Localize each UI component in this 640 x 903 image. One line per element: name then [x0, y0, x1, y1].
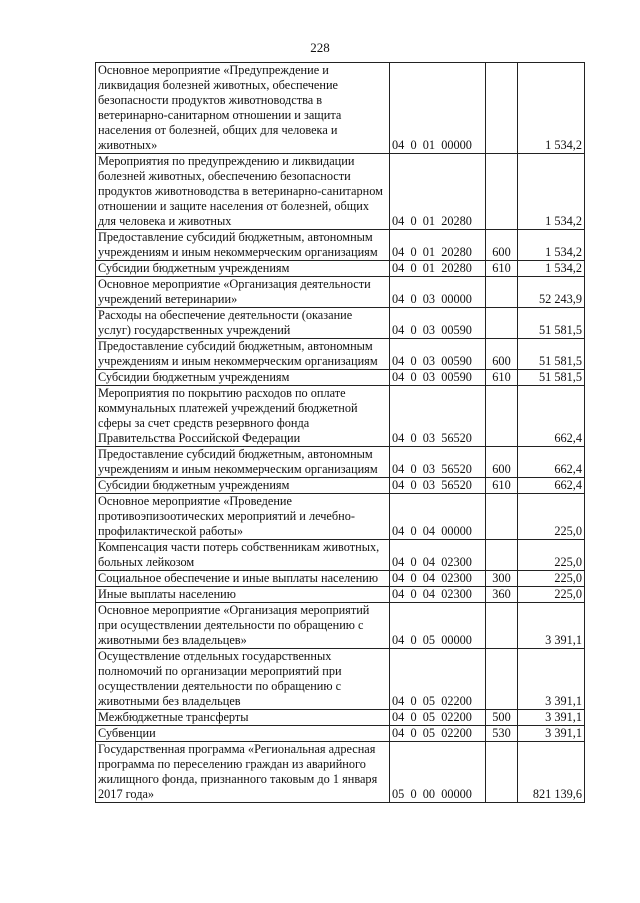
row-code-cell: 04 0 05 02200 — [390, 649, 486, 710]
row-expense-type-cell — [486, 277, 518, 308]
row-code-cell: 04 0 03 56520 — [390, 386, 486, 447]
row-name-cell: Государственная программа «Региональная адресная программа по переселению граждан из аварийного жилищного фонда, признанного таковым до 1 января 2017 года» — [96, 742, 390, 803]
table-row — [96, 478, 585, 494]
row-name-cell: Субсидии бюджетным учреждениям — [96, 261, 390, 277]
table-row — [96, 742, 585, 803]
row-expense-type-cell: 600 — [486, 339, 518, 370]
row-code-cell: 04 0 01 00000 — [390, 63, 486, 154]
table-row — [96, 63, 585, 154]
row-amount-cell: 662,4 — [518, 478, 585, 494]
row-name-cell: Субвенции — [96, 726, 390, 742]
row-code-cell: 04 0 01 20280 — [390, 154, 486, 230]
table-row — [96, 447, 585, 478]
row-expense-type-cell: 600 — [486, 230, 518, 261]
row-name-cell: Компенсация части потерь собственникам животных, больных лейкозом — [96, 540, 390, 571]
row-code-cell: 04 0 03 56520 — [390, 478, 486, 494]
table-row — [96, 261, 585, 277]
row-amount-cell: 51 581,5 — [518, 308, 585, 339]
row-name-cell: Расходы на обеспечение деятельности (оказание услуг) государственных учреждений — [96, 308, 390, 339]
row-amount-cell: 821 139,6 — [518, 742, 585, 803]
row-expense-type-cell — [486, 308, 518, 339]
row-code-cell: 04 0 05 02200 — [390, 710, 486, 726]
row-expense-type-cell: 530 — [486, 726, 518, 742]
row-amount-cell: 225,0 — [518, 540, 585, 571]
row-name-cell: Социальное обеспечение и иные выплаты населению — [96, 571, 390, 587]
budget-table-body — [96, 63, 585, 803]
row-expense-type-cell: 610 — [486, 370, 518, 386]
table-row — [96, 603, 585, 649]
row-expense-type-cell — [486, 494, 518, 540]
row-amount-cell: 225,0 — [518, 587, 585, 603]
row-amount-cell: 1 534,2 — [518, 261, 585, 277]
row-expense-type-cell: 610 — [486, 261, 518, 277]
row-name-cell: Мероприятия по предупреждению и ликвидации болезней животных, обеспечению безопасности продуктов животноводства в ветеринарно-санитарном отношении и защите населения от болезней, общих для человека и животных — [96, 154, 390, 230]
row-amount-cell: 1 534,2 — [518, 230, 585, 261]
row-expense-type-cell: 300 — [486, 571, 518, 587]
table-row — [96, 277, 585, 308]
row-code-cell: 04 0 04 02300 — [390, 571, 486, 587]
row-amount-cell: 3 391,1 — [518, 726, 585, 742]
row-name-cell: Основное мероприятие «Проведение противоэпизоотических мероприятий и лечебно-профилактической работы» — [96, 494, 390, 540]
row-amount-cell: 1 534,2 — [518, 63, 585, 154]
table-row — [96, 386, 585, 447]
row-amount-cell: 51 581,5 — [518, 339, 585, 370]
row-code-cell: 04 0 03 00000 — [390, 277, 486, 308]
page-number: 228 — [310, 40, 330, 55]
row-amount-cell: 225,0 — [518, 494, 585, 540]
table-row — [96, 339, 585, 370]
row-amount-cell: 52 243,9 — [518, 277, 585, 308]
row-amount-cell: 3 391,1 — [518, 710, 585, 726]
row-code-cell: 04 0 03 00590 — [390, 339, 486, 370]
row-expense-type-cell — [486, 154, 518, 230]
row-expense-type-cell: 610 — [486, 478, 518, 494]
table-row — [96, 726, 585, 742]
row-amount-cell: 1 534,2 — [518, 154, 585, 230]
row-code-cell: 04 0 03 56520 — [390, 447, 486, 478]
row-code-cell: 04 0 03 00590 — [390, 308, 486, 339]
row-expense-type-cell: 500 — [486, 710, 518, 726]
row-expense-type-cell: 360 — [486, 587, 518, 603]
row-amount-cell: 3 391,1 — [518, 649, 585, 710]
row-expense-type-cell — [486, 742, 518, 803]
row-amount-cell: 662,4 — [518, 386, 585, 447]
row-name-cell: Межбюджетные трансферты — [96, 710, 390, 726]
row-code-cell: 04 0 01 20280 — [390, 230, 486, 261]
row-name-cell: Основное мероприятие «Предупреждение и ликвидация болезней животных, обеспечение безопасности продуктов животноводства в ветеринарно-санитарном отношении и защита населения от болезней, общих для человека и животных» — [96, 63, 390, 154]
row-name-cell: Предоставление субсидий бюджетным, автономным учреждениям и иным некоммерческим организациям — [96, 339, 390, 370]
row-amount-cell: 51 581,5 — [518, 370, 585, 386]
row-expense-type-cell — [486, 649, 518, 710]
table-row — [96, 587, 585, 603]
row-expense-type-cell — [486, 540, 518, 571]
row-name-cell: Основное мероприятие «Организация деятельности учреждений ветеринарии» — [96, 277, 390, 308]
row-expense-type-cell — [486, 386, 518, 447]
row-name-cell: Мероприятия по покрытию расходов по оплате коммунальных платежей учреждений бюджетной сферы за счет средств резервного фонда Правительства Российской Федерации — [96, 386, 390, 447]
row-name-cell: Субсидии бюджетным учреждениям — [96, 370, 390, 386]
row-code-cell: 04 0 04 02300 — [390, 587, 486, 603]
row-code-cell: 04 0 03 00590 — [390, 370, 486, 386]
table-row — [96, 370, 585, 386]
row-name-cell: Предоставление субсидий бюджетным, автономным учреждениям и иным некоммерческим организациям — [96, 230, 390, 261]
table-row — [96, 710, 585, 726]
budget-table — [95, 62, 585, 803]
row-amount-cell: 3 391,1 — [518, 603, 585, 649]
table-row — [96, 308, 585, 339]
table-row — [96, 540, 585, 571]
row-code-cell: 04 0 04 00000 — [390, 494, 486, 540]
row-code-cell: 04 0 04 02300 — [390, 540, 486, 571]
row-name-cell: Субсидии бюджетным учреждениям — [96, 478, 390, 494]
table-row — [96, 649, 585, 710]
table-row — [96, 154, 585, 230]
row-code-cell: 04 0 05 00000 — [390, 603, 486, 649]
row-name-cell: Основное мероприятие «Организация мероприятий при осуществлении деятельности по обращению с животными без владельцев» — [96, 603, 390, 649]
row-name-cell: Иные выплаты населению — [96, 587, 390, 603]
row-code-cell: 05 0 00 00000 — [390, 742, 486, 803]
row-expense-type-cell: 600 — [486, 447, 518, 478]
row-expense-type-cell — [486, 63, 518, 154]
row-code-cell: 04 0 01 20280 — [390, 261, 486, 277]
table-row — [96, 230, 585, 261]
table-row — [96, 571, 585, 587]
row-name-cell: Осуществление отдельных государственных полномочий по организации мероприятий при осуществлении деятельности по обращению с животными без владельцев — [96, 649, 390, 710]
row-expense-type-cell — [486, 603, 518, 649]
table-row — [96, 494, 585, 540]
row-name-cell: Предоставление субсидий бюджетным, автономным учреждениям и иным некоммерческим организациям — [96, 447, 390, 478]
row-code-cell: 04 0 05 02200 — [390, 726, 486, 742]
row-amount-cell: 225,0 — [518, 571, 585, 587]
row-amount-cell: 662,4 — [518, 447, 585, 478]
